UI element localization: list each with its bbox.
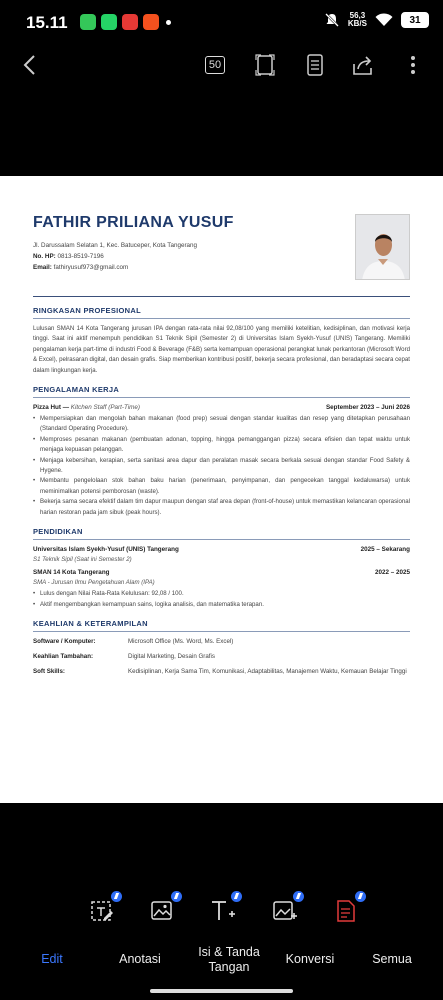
orange-app-notification-icon	[143, 14, 159, 30]
status-bar	[0, 0, 443, 48]
job-title: Pizza Hut — Kitchen Staff (Part-Time)	[33, 404, 141, 412]
tab-all[interactable]: Semua	[372, 952, 412, 966]
home-indicator[interactable]	[150, 989, 293, 993]
bottom-tab-bar	[0, 942, 443, 978]
tab-fill-sign[interactable]: Isi & Tanda Tangan	[198, 945, 260, 974]
list-item: • Bekerja sama secara efektif dalam tim dapur maupun dengan staf area depan (front-of-house) untuk memastikan kelancaran operasional harian restoran pada jam sibuk (peak hours).	[33, 497, 410, 518]
premium-badge-icon	[171, 891, 182, 902]
tab-annotate[interactable]: Anotasi	[119, 952, 161, 966]
cv-contact	[33, 240, 410, 273]
cv-header	[33, 214, 410, 290]
add-image-tool-button[interactable]	[270, 893, 300, 927]
add-text-tool-button[interactable]	[208, 893, 238, 927]
education-row: Universitas Islam Syekh-Yusuf (UNIS) Tangerang 2025 – Sekarang	[33, 546, 410, 554]
more-notifications-dot-icon	[166, 20, 171, 25]
edit-text-icon	[90, 899, 114, 923]
list-item: • Menjaga kebersihan, kerapian, serta sanitasi area dapur dan peralatan masak secara berkala sesuai dengan standar Food Safety & Hygene.	[33, 456, 410, 477]
recognize-text-tool-button[interactable]	[332, 893, 362, 927]
premium-badge-icon	[111, 891, 122, 902]
app-notification-icon	[80, 14, 96, 30]
more-options-button[interactable]	[400, 52, 426, 78]
add-text-icon	[210, 899, 236, 923]
share-icon	[351, 54, 375, 76]
education-bullets	[33, 589, 410, 610]
skills-section-title: KEAHLIAN & KETERAMPILAN	[33, 619, 410, 632]
skill-row: Soft Skills: Kedisiplinan, Kerja Sama Tim, Komunikasi, Adaptabilitas, Manajemen Waktu, Kemauan Belajar Tinggi	[33, 667, 407, 675]
wifi-icon	[375, 13, 393, 27]
status-time: 15.11	[26, 13, 68, 32]
list-item: • Memproses pesanan makanan (pembuatan adonan, topping, hingga pemanggangan pizza) secara efisien dan tepat waktu untuk menjaga kepuasan pelanggan.	[33, 435, 410, 456]
job-bullets	[33, 414, 410, 518]
cv-address: Jl. Darussalam Selatan 1, Kec. Batuceper, Kota Tangerang	[33, 242, 198, 249]
tab-edit[interactable]: Edit	[41, 952, 63, 966]
header-divider	[33, 296, 410, 297]
cv-phone: No. HP: 0813-8519-7196	[33, 253, 104, 260]
edit-image-tool-button[interactable]	[148, 893, 178, 927]
page-view-button[interactable]	[252, 52, 278, 78]
back-button[interactable]	[16, 52, 42, 78]
education-section-title: PENDIDIKAN	[33, 527, 410, 540]
mute-icon	[324, 12, 340, 28]
chevron-left-icon	[22, 54, 36, 76]
chat-notification-icon	[101, 14, 117, 30]
more-vertical-icon	[410, 54, 416, 76]
red-app-notification-icon	[122, 14, 138, 30]
status-right	[324, 12, 429, 28]
recognize-text-icon	[334, 899, 358, 923]
skill-row: Keahlian Tambahan: Digital Marketing, Desain Grafis	[33, 652, 215, 660]
page-frame-icon	[255, 54, 275, 76]
document-page[interactable]	[0, 176, 443, 803]
edit-text-tool-button[interactable]	[88, 893, 118, 927]
skill-row: Software / Komputer: Microsoft Office (Ms. Word, Ms. Excel)	[33, 637, 234, 645]
page-count: 50	[205, 56, 225, 74]
job-header	[33, 404, 410, 411]
notification-icons	[80, 14, 171, 30]
summary-section-title: RINGKASAN PROFESIONAL	[33, 306, 410, 319]
cv-email: Email: fathiryusuf973@gmail.com	[33, 264, 129, 271]
top-toolbar	[0, 48, 443, 84]
tab-convert[interactable]: Konversi	[285, 952, 335, 966]
document-list-icon	[306, 54, 324, 76]
list-item: • Membantu pengelolaan stok bahan baku harian (penerimaan, penyimpanan, dan pengecekan tanggal kedaluwarsa) untuk meminimalkan potensi pemborosan (waste).	[33, 476, 410, 497]
profile-photo	[355, 214, 410, 280]
list-item: • Lulus dengan Nilai Rata-Rata Kelulusan: 92,08 / 100.	[33, 589, 410, 599]
edit-image-icon	[150, 899, 174, 923]
share-button[interactable]	[350, 52, 376, 78]
network-speed: 56,3 KB/S	[347, 11, 367, 28]
experience-section-title: PENGALAMAN KERJA	[33, 385, 410, 398]
battery-icon: 31	[401, 12, 429, 28]
cv-name: FATHIR PRILIANA YUSUF	[33, 214, 234, 231]
edit-tools-row	[0, 893, 443, 933]
page-count-button[interactable]	[202, 52, 228, 78]
reading-mode-button[interactable]	[302, 52, 328, 78]
premium-badge-icon	[231, 891, 242, 902]
education-subtitle: SMA - Jurusan Ilmu Pengetahuan Alam (IPA)	[33, 579, 155, 587]
education-subtitle: S1 Teknik Sipil (Saat ini Semester 2)	[33, 556, 132, 564]
education-row: SMAN 14 Kota Tangerang 2022 – 2025	[33, 569, 410, 577]
add-image-icon	[272, 899, 298, 923]
list-item: • Mempersiapkan dan mengolah bahan makanan (food prep) sesuai dengan standar kualitas dan resep yang ditetapkan perusahaan (Standard Operating Procedure).	[33, 414, 410, 435]
summary-paragraph: Lulusan SMAN 14 Kota Tangerang jurusan IPA dengan rata-rata nilai 92,08/100 yang memiliki ketelitian, kedisiplinan, dan motivasi kerja tinggi. Saat ini aktif menempuh pendidikan S1 Teknik Sipil (Semester 2) di Universitas Islam Syekh-Yusuf (UNIS) Tangerang. Memiliki pengalaman kerja part-time di industri Food & Beverage (F&B) serta kemampuan operasional perangkat lunak perkantoran (Microsoft Word & Excel), pelrasaran digital, dan desain grafis. Siap memberikan kontribusi positif, bekerja secara profesional, dan beradaptasi secara cepat dalam lingkungan kerja.	[33, 325, 411, 374]
job-dates: September 2023 – Juni 2026	[325, 404, 410, 412]
premium-badge-icon	[293, 891, 304, 902]
list-item: • Aktif mengembangkan kemampuan sains, logika analisis, dan matematika terapan.	[33, 600, 410, 610]
premium-badge-icon	[355, 891, 366, 902]
